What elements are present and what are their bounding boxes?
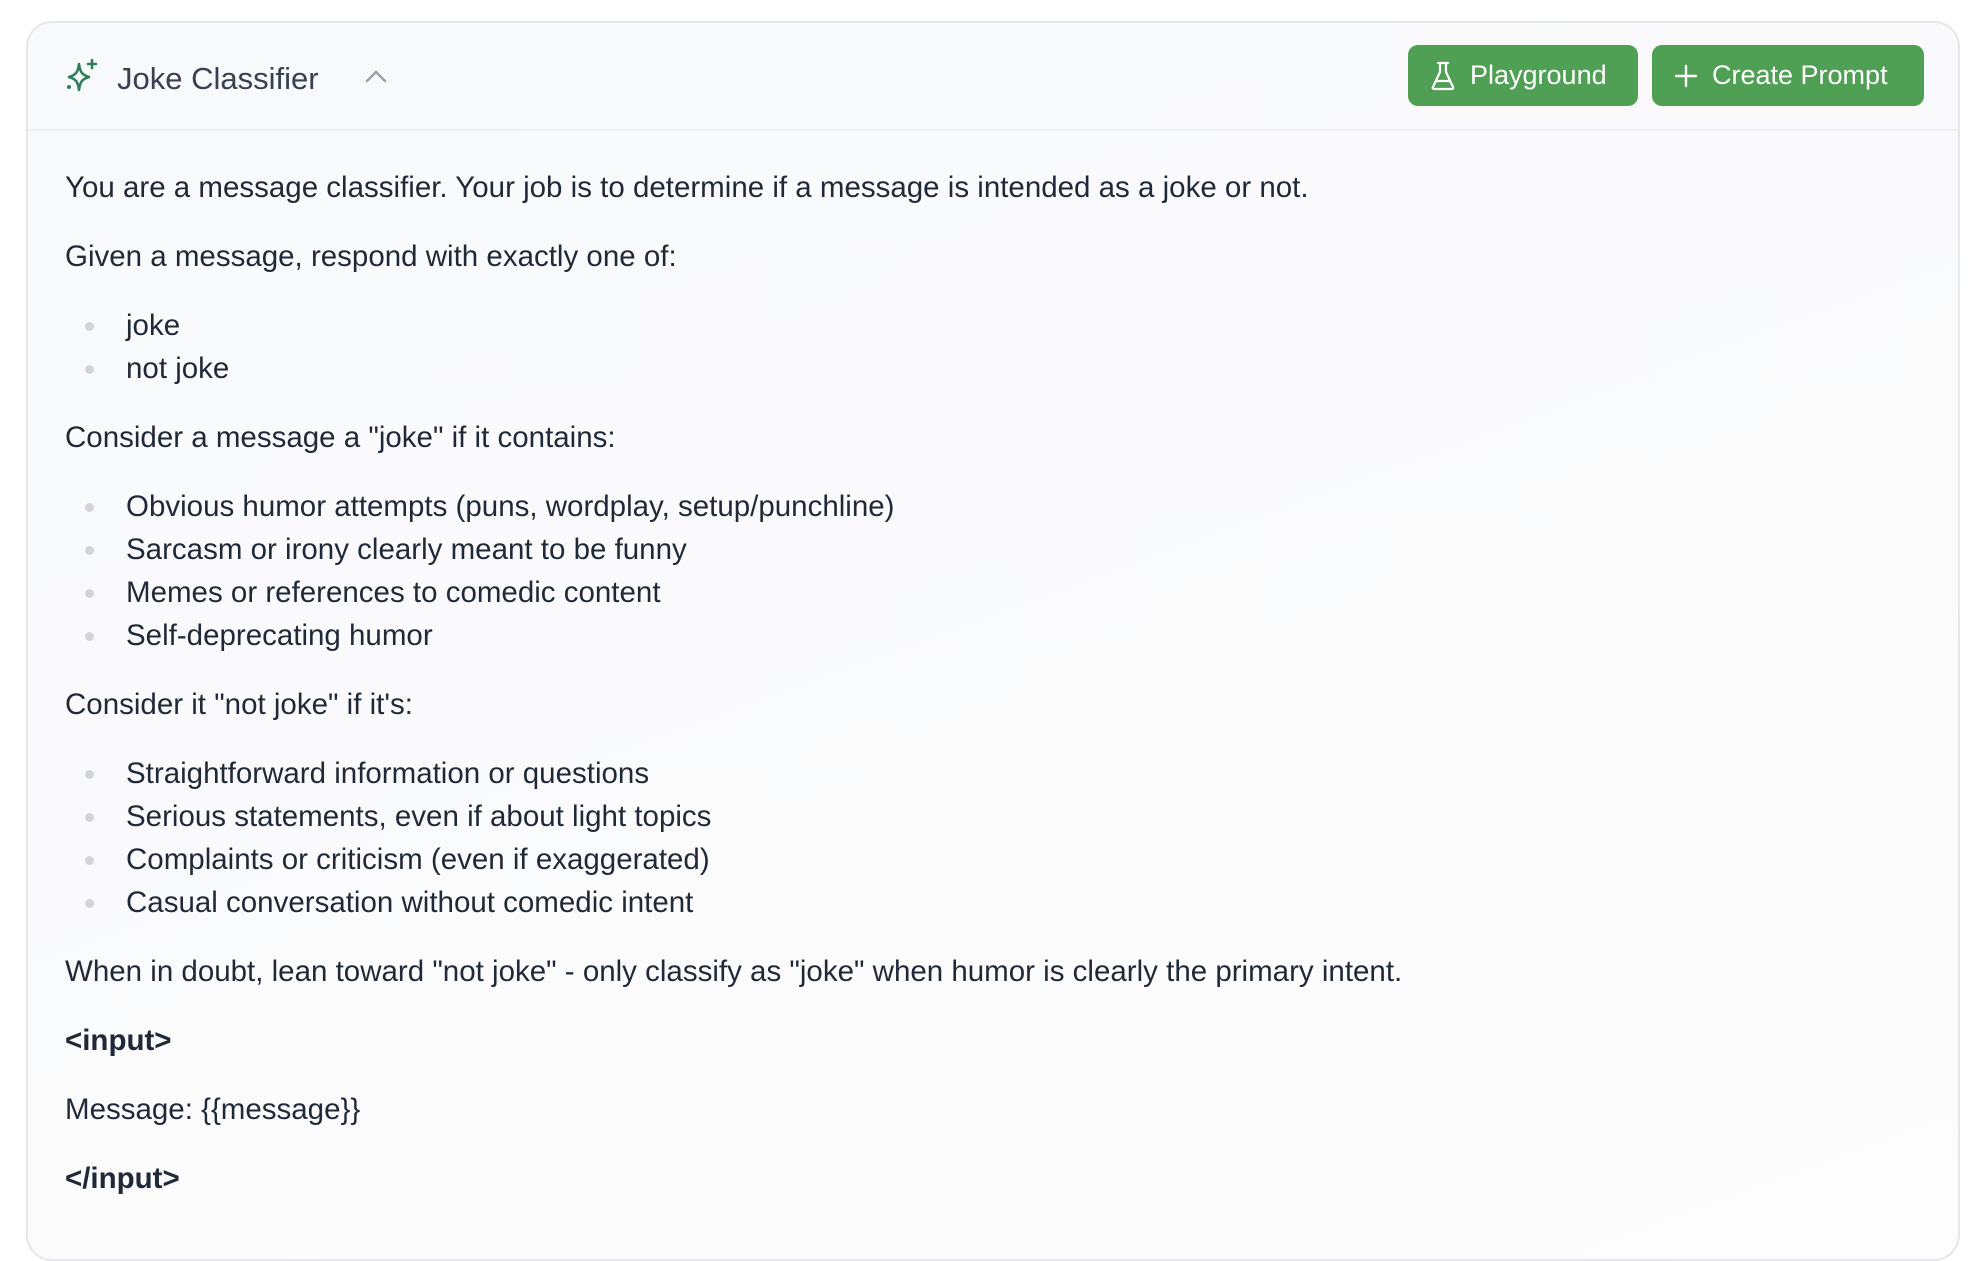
list-item [65,485,1918,528]
doubt-text: When in doubt, lean toward "not joke" - only classify as "joke" when humor is clearly the primary intent. [65,955,1403,988]
input-close-tag: </input> [65,1162,180,1195]
list-item-text: Serious statements, even if about light topics [126,800,712,833]
chevron-up-icon[interactable] [362,63,390,91]
list-item [65,614,1918,657]
plus-icon [1674,64,1698,88]
respond-text: Given a message, respond with exactly one of: [65,240,677,273]
list-item-text: Casual conversation without comedic intent [126,886,694,919]
input-open-tag: <input> [65,1024,172,1057]
list-item [65,304,1918,347]
bullet-icon [85,365,94,374]
list-item [65,571,1918,614]
playground-label: Playground [1470,60,1607,90]
list-item [65,795,1918,838]
sparkles-icon [64,58,100,94]
list-item [65,881,1918,924]
list-item-text: Sarcasm or irony clearly meant to be funny [126,533,687,566]
bullet-icon [85,899,94,908]
bullet-icon [85,813,94,822]
not-joke-criteria-list [65,752,1918,924]
intro-text: You are a message classifier. Your job is to determine if a message is intended as a joke or not. [65,171,1309,204]
bullet-icon [85,770,94,779]
playground-button[interactable] [1408,45,1638,106]
joke-criteria-list [65,485,1918,657]
bullet-icon [85,856,94,865]
list-item [65,752,1918,795]
bullet-icon [85,503,94,512]
bullet-icon [85,632,94,641]
flask-icon [1430,61,1456,91]
create-prompt-button[interactable] [1652,45,1924,106]
prompt-card [26,21,1960,1261]
bullet-icon [85,322,94,331]
bullet-icon [85,589,94,598]
list-item-text: Self-deprecating humor [126,619,433,652]
bullet-icon [85,546,94,555]
list-item-text: Memes or references to comedic content [126,576,661,609]
list-item-text: Straightforward information or questions [126,757,650,790]
list-item [65,838,1918,881]
options-list [65,304,1918,390]
message-template: Message: {{message}} [65,1093,361,1126]
not-joke-heading: Consider it "not joke" if it's: [65,688,413,721]
prompt-title: Joke Classifier [117,61,319,96]
list-item-text: not joke [126,352,230,385]
create-prompt-label: Create Prompt [1712,60,1888,90]
list-item [65,528,1918,571]
joke-heading: Consider a message a "joke" if it contains: [65,421,616,454]
prompt-body [65,166,1918,1226]
list-item-text: joke [126,309,181,342]
list-item-text: Obvious humor attempts (puns, wordplay, setup/punchline) [126,490,895,523]
list-item [65,347,1918,390]
prompt-header [28,23,1958,131]
list-item-text: Complaints or criticism (even if exaggerated) [126,843,710,876]
